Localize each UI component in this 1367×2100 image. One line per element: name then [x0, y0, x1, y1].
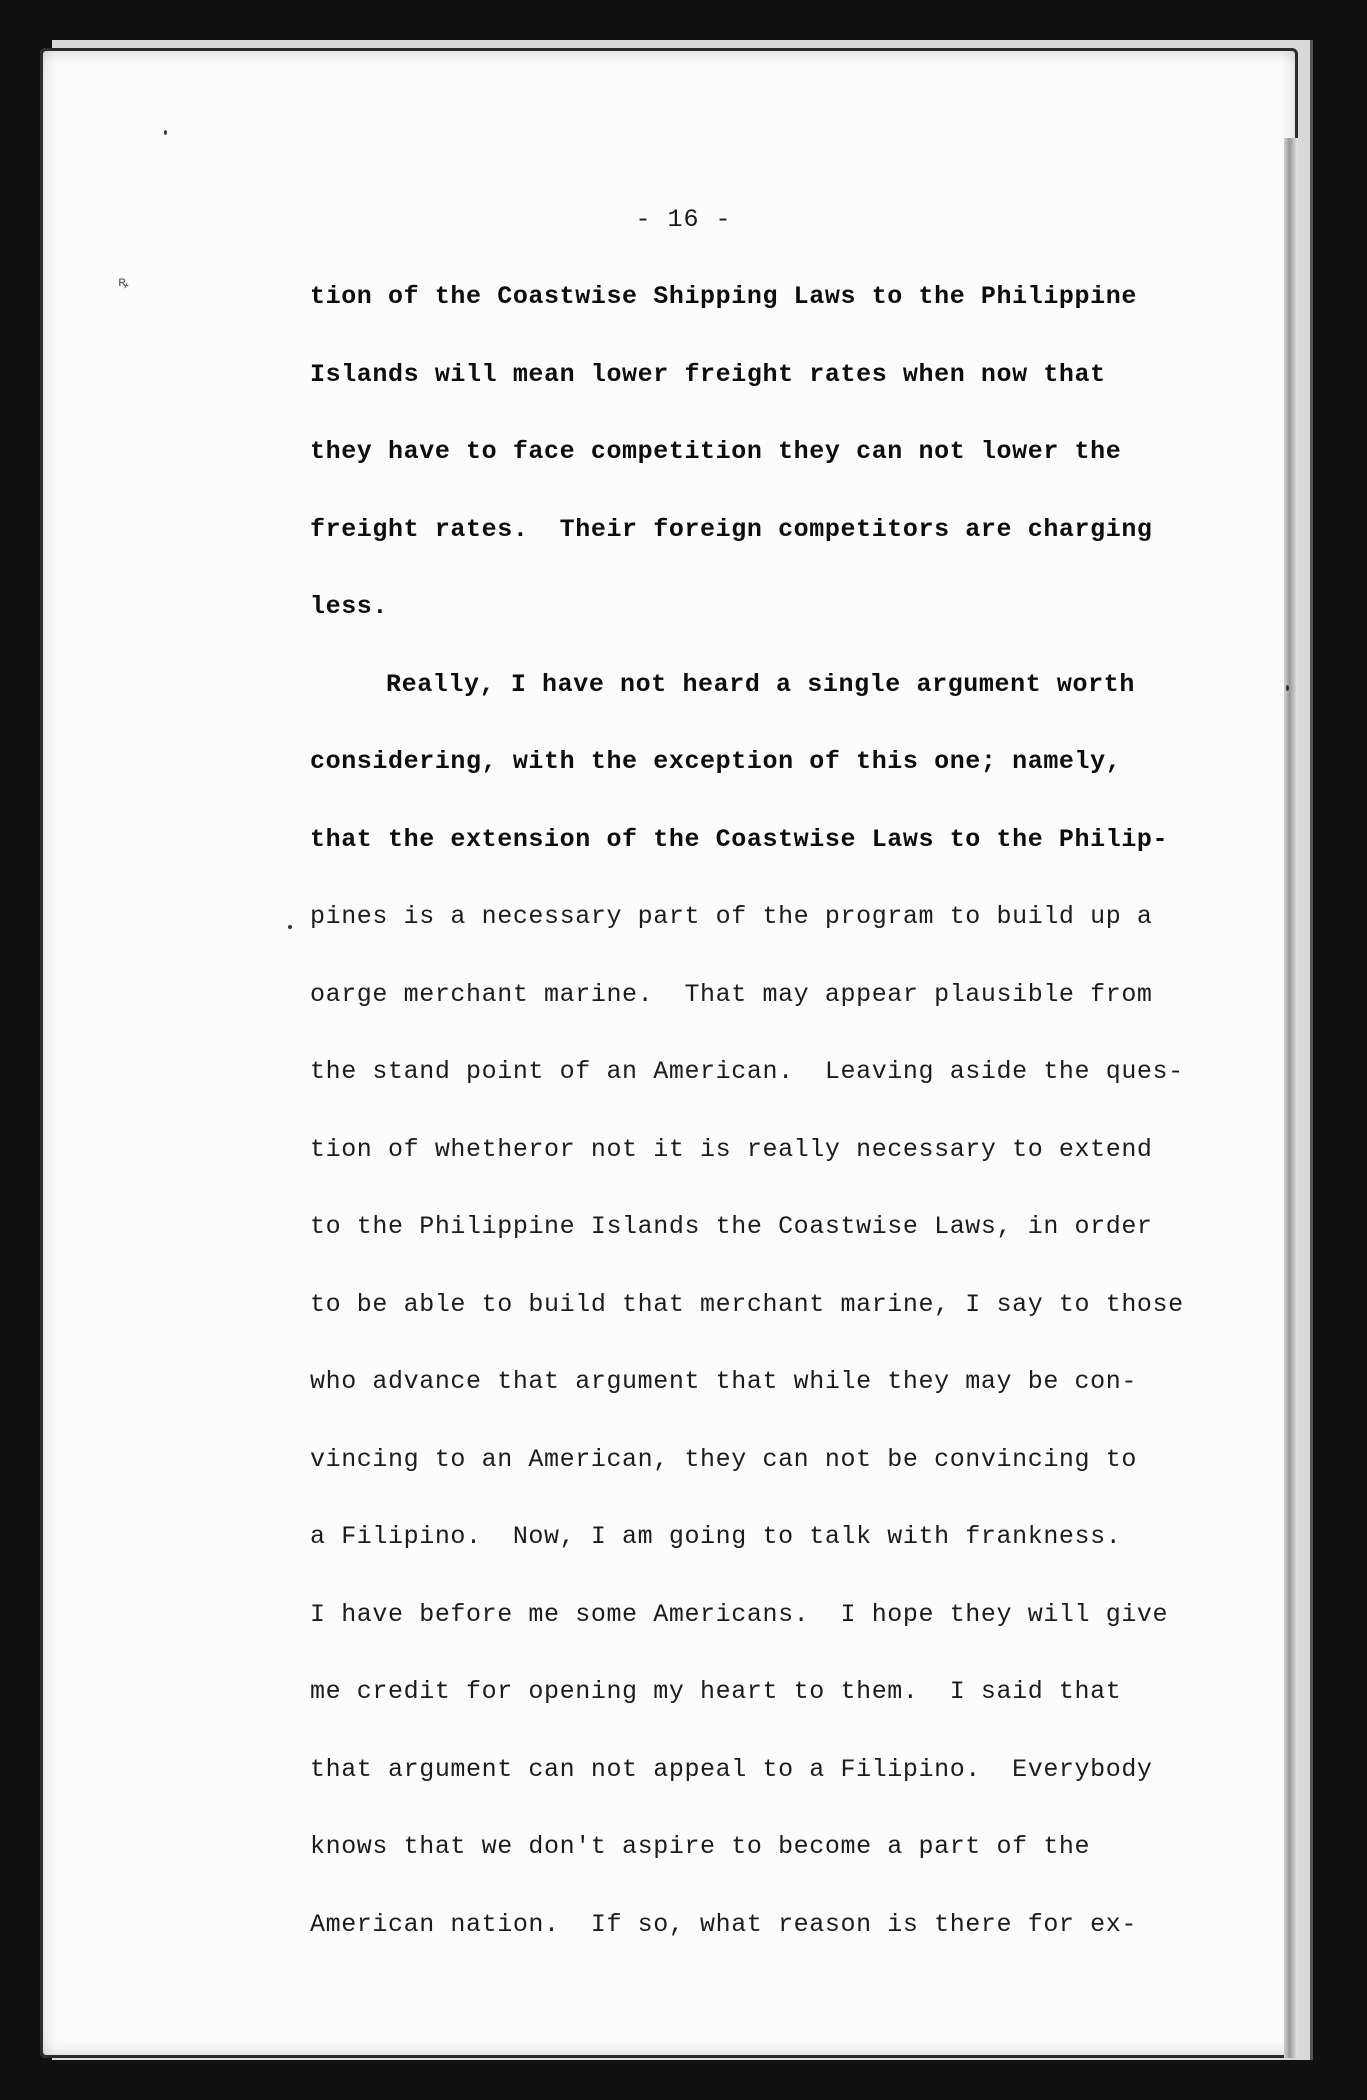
- text-line: oarge merchant marine. That may appear plausible from: [310, 979, 1153, 1009]
- margin-mark: ꝶ: [118, 275, 129, 291]
- text-line: who advance that argument that while they may be con-: [310, 1367, 1137, 1396]
- text-line: less.: [310, 592, 389, 621]
- scan-speck: [288, 925, 292, 929]
- text-line: I have before me some Americans. I hope they will give: [310, 1599, 1169, 1629]
- typed-text-body: [310, 280, 1190, 1985]
- text-line: to be able to build that merchant marine, I say to those: [310, 1289, 1184, 1319]
- text-line: knows that we don't aspire to become a part of the: [310, 1832, 1091, 1861]
- scan-speck: [164, 130, 167, 135]
- text-line: freight rates. Their foreign competitors are charging: [310, 514, 1153, 544]
- page-edge: [1284, 138, 1298, 2058]
- text-line: tion of whetheror not it is really necessary to extend: [310, 1134, 1153, 1164]
- text-line: Really, I have not heard a single argument worth: [386, 669, 1135, 699]
- text-line: a Filipino. Now, I am going to talk with frankness.: [310, 1522, 1122, 1551]
- text-line: that argument can not appeal to a Filipino. Everybody: [310, 1754, 1153, 1784]
- scan-speck: [1286, 685, 1289, 691]
- page-number: - 16 -: [635, 205, 732, 234]
- text-line: considering, with the exception of this one; namely,: [310, 747, 1122, 776]
- text-line: to the Philippine Islands the Coastwise Laws, in order: [310, 1212, 1153, 1241]
- text-line: tion of the Coastwise Shipping Laws to the Philippine: [310, 282, 1137, 311]
- text-line: me credit for opening my heart to them. I said that: [310, 1677, 1122, 1706]
- text-line: American nation. If so, what reason is there for ex-: [310, 1909, 1137, 1939]
- text-line: pines is a necessary part of the program to build up a: [310, 902, 1153, 931]
- text-line: the stand point of an American. Leaving aside the ques-: [310, 1057, 1184, 1086]
- text-line: that the extension of the Coastwise Laws to the Philip-: [310, 824, 1169, 854]
- text-line: they have to face competition they can not lower the: [310, 437, 1122, 466]
- text-line: vincing to an American, they can not be convincing to: [310, 1444, 1137, 1474]
- text-line: Islands will mean lower freight rates when now that: [310, 359, 1106, 389]
